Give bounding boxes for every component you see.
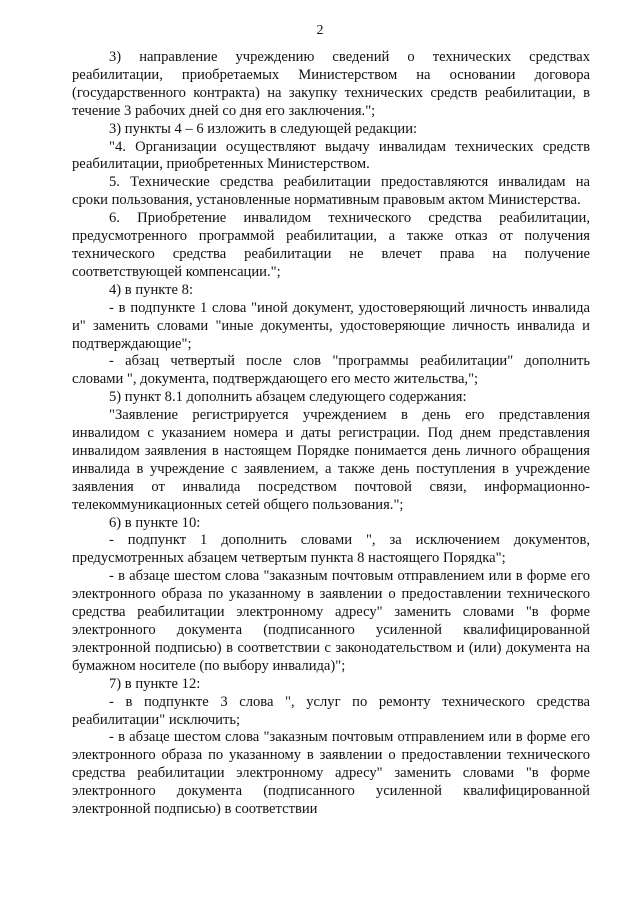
paragraph-point-4: "4. Организации осуществляют выдачу инвалидам технических средств реабилитации, приобретенных Министерством. [72, 138, 590, 173]
paragraph-amend-points-4-6: 3) пункты 4 – 6 изложить в следующей редакции: [109, 120, 418, 137]
paragraph-amend-point-10: 6) в пункте 10: [109, 514, 201, 531]
page-number: 2 [316, 23, 324, 38]
paragraph-point-5: 5. Технические средства реабилитации предоставляются инвалидам на сроки пользования, установленные нормативным правовым актом Министерства. [72, 174, 590, 209]
document-body [72, 49, 590, 819]
paragraph-amend-point-8: 4) в пункте 8: [109, 281, 194, 298]
paragraph-point-8-abzac-4: - абзац четвертый после слов "программы реабилитации" дополнить словами ", документа, подтверждающего его место жительства,"; [72, 353, 590, 388]
paragraph-point-6: 6. Приобретение инвалидом технического средства реабилитации, предусмотренного программой реабилитации, а также отказ от получения технического средства реабилитации не влечет права на получение соответствующей компенсации."; [72, 210, 590, 280]
paragraph-point-8-1-text: "Заявление регистрируется учреждением в день его представления инвалидом с указанием номера и даты регистрации. Под днем представления инвалидом заявления в настоящем Порядке понимается день личного обращения инвалида в учреждение с заявлением, а также день поступления в учреждение заявления от инвалида посредством почтовой связи, информационно-телекоммуникационных сетей общего пользования."; [72, 407, 590, 513]
paragraph-amend-point-12: 7) в пункте 12: [109, 675, 201, 692]
paragraph-point-10-subpoint-1: - подпункт 1 дополнить словами ", за исключением документов, предусмотренных абзацем четвертым пункта 8 настоящего Порядка"; [72, 532, 590, 567]
paragraph-point-10-abzac-6: - в абзаце шестом слова "заказным почтовым отправлением или в форме его электронного образа по указанному в заявлении о предоставлении технического средства реабилитации электронному адресу" заменить словами "в форме электронного документа (подписанного усиленной квалифицированной электронной подписью) в соответствии с законодательством и (или) документа на бумажном носителе (по выбору инвалида)"; [72, 568, 590, 674]
paragraph-amend-point-8-1: 5) пункт 8.1 дополнить абзацем следующего содержания: [109, 389, 467, 406]
paragraph-point-12-subpoint-3: - в подпункте 3 слова ", услуг по ремонту технического средства реабилитации" исключить; [72, 693, 590, 728]
paragraph-point-8-subpoint-1: - в подпункте 1 слова "иной документ, удостоверяющий личность инвалида и" заменить словами "иные документы, удостоверяющие личность инвалида и подтверждающие"; [72, 299, 590, 352]
paragraph-item-3-notification: 3) направление учреждению сведений о технических средствах реабилитации, приобретаемых Министерством на основании договора (государственного контракта) на закупку технических средств реабилитации, в течение 3 рабочих дней со дня его заключения."; [72, 49, 590, 119]
paragraph-point-12-abzac-6: - в абзаце шестом слова "заказным почтовым отправлением или в форме его электронного образа по указанному в заявлении о предоставлении технического средства реабилитации электронному адресу" заменить словами "в форме электронного документа (подписанного усиленной квалифицированной электронной подписью) в соответствии [72, 729, 590, 818]
